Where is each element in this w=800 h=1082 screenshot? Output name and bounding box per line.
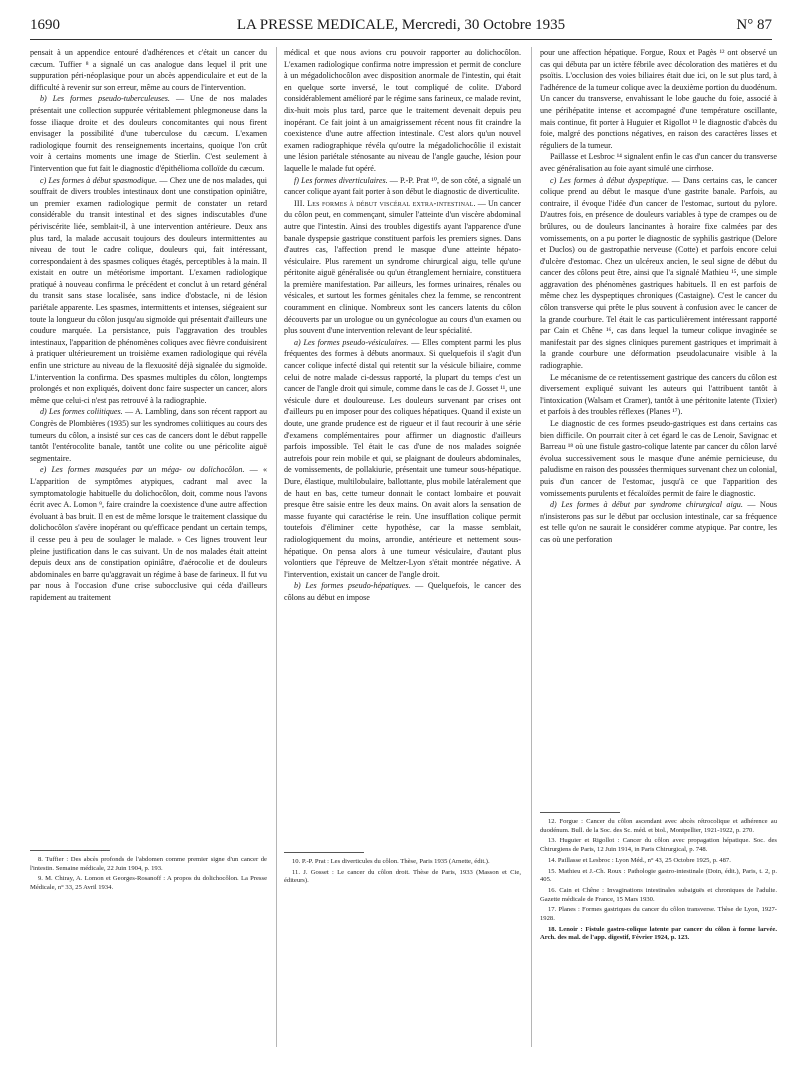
footnote: 9. M. Chiray, A. Lomon et Georges-Rosanoff : A propos du dolichocôlon. La Presse Médicale, n° 33, 25 Avril 1934. <box>30 875 267 892</box>
paragraph <box>540 175 777 372</box>
paragraph-text: — Un cancer du côlon peut, en commençant, simuler l'atteinte d'un viscère abdominal autre que l'intestin. Ainsi des troubles digestifs ayant l'apparence d'une banale dyspepsie gastrique constituent parfois les premiers signes. Dans d'autres cas, l'affection prend le masque d'une atteinte hépato-vésiculaire. Plus rarement un syndrome chirurgical aigu, telle qu'une péritonite aiguë généralisée ou qu'un étranglement herniaire, constituera la première manifestation. Par ailleurs, les formes urinaires, rénales ou vésicales, et surtout les formes génitales chez la femme, se rencontrent couramment en clinique. Nombreux sont les cancers latents du côlon découverts par un urologue ou un gynécologue au cours d'un examen ou plus souvent d'une intervention relevant de leur spécialité. <box>284 198 521 336</box>
paragraph <box>284 337 521 580</box>
footnote: 17. Planes : Formes gastriques du cancer du côlon transverse. Thèse de Lyon, 1927-1928. <box>540 906 777 923</box>
section-heading: c) Les formes à début spasmodique. <box>40 175 158 185</box>
section-heading: III. Les formes à début viscéral extra-intestinal. <box>294 198 476 208</box>
paragraph <box>540 499 777 545</box>
paragraph <box>284 175 521 198</box>
paragraph <box>30 406 267 464</box>
paragraph-text: — A. Lambling, dans son récent rapport au Congrès de Plombières (1935) sur les syndromes coliitiques au cours des tumeurs du côlon, a insisté sur ces cas de cancers dont le début rappelle tantôt l'entérocolite banale, tantôt une colite ou une péricolite aiguë segmentaire. <box>30 407 267 463</box>
footnote: 13. Huguier et Rigollot : Cancer du côlon avec propagation hépatique. Soc. des Chirurgiens de Paris, 12 Juin 1914, in Paris Chirurgical, p. 748. <box>540 837 777 854</box>
column-separator <box>531 47 532 1047</box>
footnote: 12. Forgue : Cancer du côlon ascendant avec abcès rétrocolique et adhérence au duodénum. Bull. de la Soc. des Sc. méd. et biol., Montpellier, 1921-1922, p. 270. <box>540 818 777 834</box>
section-heading: e) Les formes masquées par un méga- ou dolichocôlon. <box>40 465 245 475</box>
footnote: 16. Cain et Chêne : Invaginations intestinales subaiguës et chroniques de l'adulte. Gazette médicale de France, 15 Mars 1930. <box>540 886 777 903</box>
paragraph-text: — Quelquefois, le cancer des côlons au début en impose <box>284 581 521 602</box>
paragraph-text: — Elles comptent parmi les plus fréquentes des formes à débuts anormaux. Si quelquefois il s'agit d'un cancer colique infecté distal qui retentit sur la vésicule biliaire, comme celui de notre malade ci-dessus rapporté, la plupart du temps c'est un cancer de l'angle droit qui simule, comme dans le cas de J. Gosset ¹¹, une vésicule dure et douloureuse. Les douleurs survenant par crises ont d'ailleurs pu en imposer pour des coliques hépatiques. Quand il existe un doute, une grande prudence est de rigueur et il faut recourir à une série d'examens complémentaires pour affirmer un diagnostic d'ailleurs parfois impossible. Tel était le cas d'une de nos malades soignée autrefois pour rein mobile et qui, se plaignant de douleurs abdominales, de vomissements, de pollakiurie, présentait une tumeur sous-hépatique. Dure, élastique, multilobulaire, ballottante, plus mobile latéralement que de haut en bas, cette tumeur donnait le contact lombaire et pouvait presque être saisie entre les deux mains. On avait alors la sensation de masse fuyante qui caractérise le rein. Une insufflation colique permit toutefois d'éliminer cette hypothèse, car la masse semblait, radiologiquement du moins, arrondie, antérieure et nettement sous-hépatique. On pensa alors à une tumeur vésiculaire, d'autant plus volontiers que l'épreuve de Meltzer-Lyon s'était montrée négative. A l'intervention, existait un cancer de l'angle droit. <box>284 337 521 579</box>
paragraph <box>284 198 521 337</box>
paragraph-text: — Une de nos malades présentait une collection suppurée véritablement phlegmoneuse dans la fosse iliaque droite et des douleurs concomitantes qui nous firent envisager la possibilité d'une tuberculose du cæcum. L'examen radiologique fournit des renseignements incertains, quoique l'on crût voir à certains moments une image de Stierlin. C'est seulement à l'intervention que fut fait le diagnostic d'épithélioma colloïde du cæcum. <box>30 94 267 173</box>
paragraph-text: — Chez une de nos malades, qui souffrait de divers troubles intestinaux dont une constipation opiniâtre, un premier examen radiologique permit de constater un retard considérable du transit intestinal et des signes indiscutables d'une périviscérite liée, semblait-il, à une intervention antérieure. Deux ans plus tard, la malade accusait toujours des douleurs intermittentes au niveau de tout le cadre colique, douleurs qui, fait intéressant, correspondaient à des spasmes coliques étagés, perceptibles à la main. Il existait en outre un météorisme important. L'examen radiologique pratiqué à nouveau confirma le précédent et conclut à un retard général du transit sans stase localisée, sans indice d'obstacle, ni de lésion pariétale apparente. Les spasmes, intermittents et intenses, siégeaient sur toute la longueur du côlon jusqu'au sigmoïde qui présentait d'ailleurs une coudure marquée. La persistance, puis l'aggravation des troubles intestinaux, l'apparition de phénomènes coliques avec fièvre conduisirent à pratiquer ultérieurement un troisième examen radiologique qui révéla enfin une stricture au niveau de la flexuosité déjà signalée du sigmoïde. L'intervention la confirma. Des spasmes multiples du côlon, longtemps prolongés et non expliqués, doivent donc faire suspecter un cancer, alors même que celui-ci n'est pas retrouvé à la radiographie. <box>30 175 267 405</box>
section-heading: b) Les formes pseudo-tuberculeuses. <box>40 94 170 104</box>
header-rule <box>30 39 772 40</box>
paragraph-text: — « L'apparition de symptômes atypiques, cadrant mal avec la symptomatologie habituelle du dolichocôlon, doit, comme nous l'avons écrit avec A. Lomon ⁹, faire craindre la coexistence d'une autre affection évoluant à bas bruit. Il en est de même lorsque le traitement classique du dolichocôlon s'avère inopérant ou qu'efficace pendant un certain temps, il cesse peu à peu de soulager le malade. » Ces lignes trouvent leur pleine justification dans le cas suivant. Un de nos malades était atteint depuis deux ans de constipation opiniâtre, d'aérocolie et de douleurs abdominales en barre qu'aggravait un régime à base de farineux. Il fut vu par nous à l'occasion d'une crise subocclusive qui céda d'ailleurs rapidement au traitement <box>30 465 267 602</box>
page-number: 1690 <box>30 17 60 33</box>
footnote: 14. Paillasse et Lesbroc : Lyon Méd., n° 43, 25 Octobre 1925, p. 487. <box>548 856 731 864</box>
section-heading: b) Les formes pseudo-hépatiques. <box>294 581 411 591</box>
paragraph <box>284 580 521 603</box>
column-2 <box>284 47 521 845</box>
section-heading: d) Les formes à début par syndrome chirurgical aigu. <box>550 500 743 510</box>
section-heading: f) Les formes diverticulaires. <box>294 175 388 185</box>
paragraph: Le diagnostic de ces formes pseudo-gastriques est dans certains cas bien difficile. On pourrait citer à cet égard le cas de Lenoir, Savignac et Barreau ¹⁸ où une fistule gastro-colique latente par cancer du côlon larvé évolua successivement sous le masque d'une anémie pernicieuse, du paludisme en raison des poussées thermiques survenant chez un colonial, puis d'un cancer de l'estomac, jusqu'à ce que l'apparition des vomissements purulents et fécaloïdes permit de faire le diagnostic. <box>540 419 777 498</box>
section-heading: a) Les formes pseudo-vésiculaires. <box>294 337 409 347</box>
paragraph <box>30 175 267 407</box>
paragraph: médical et que nous avions cru pouvoir rapporter au dolichocôlon. L'examen radiologique confirma notre impression et permit de conclure à un mégadolichocôlon avec disposition anormale de l'intestin, qui était en quelque sorte inversé, le tout compliqué de colite. D'abord considérablement amélioré par le régime sans farineux, ce malade revint, dix-huit mois plus tard, parce que le traitement devenait depuis peu inopérant. Ce fait joint à un amaigrissement récent nous fit craindre la coexistence d'une autre affection intestinale. C'est alors qu'un nouvel examen radiographique révéla qu'outre la mégadolichocôlie il existait une lésion pariétale sténosante au niveau de l'angle gauche, lésion pour laquelle le malade fut opéré. <box>284 48 521 173</box>
footnotes-col3 <box>540 818 777 945</box>
paragraph: Paillasse et Lesbroc ¹⁴ signalent enfin le cas d'un cancer du transverse avec généralisation au foie ayant simulé une cirrhose. <box>540 152 777 173</box>
footnote: 18. Lenoir : Fistule gastro-colique latente par cancer du côlon à forme larvée. Arch. des mal. de l'app. digestif, Février 1924, p. 123. <box>540 925 777 942</box>
paragraph-text: — Dans certains cas, le cancer colique prend au début le masque d'une gastrite banale. Parfois, au contraire, il évoque l'idée d'un cancer de l'estomac, surtout du pylore. D'autres fois, en présence de douleurs variables à type de crampes ou de brûlures, ou de douleurs lancinantes à horaire fixe calmées par des vomissements, on a pu porter le diagnostic de syphilis gastrique (Delore et Duclos) ou de gastropathie nerveuse (Cotte) et parfois encore celui d'ulcère d'estomac. Chez un ulcéreux ancien, le seul signe de début du cancer des côlons peut être, ainsi que l'a signalé Mathieu ¹⁵, une simple aggravation des phénomènes gastriques habituels. Il en est parfois de même chez les dyspeptiques chroniques (Castaigne). C'est le cancer du côlon transverse qui prête le plus souvent à confusion avec le cancer de la grande courbure. Tel était le cas particulièrement intéressant rapporté par Cain et Chêne ¹⁶, cas dans lequel la tumeur colique invaginée se manifestait par des signes cliniques purement gastriques et imprimait à la grande courbure une déformation pseudolacunaire visible à la radiographie. <box>540 175 777 371</box>
footnote-rule <box>30 850 110 851</box>
footnote: 11. J. Gosset : Le cancer du côlon droit. Thèse de Paris, 1933 (Masson et Cie, éditeurs). <box>284 868 521 885</box>
paragraph: pour une affection hépatique. Forgue, Roux et Pagès ¹² ont observé un cas qui débuta par un ictère fébrile avec décoloration des matières et du psoïtis. L'occlusion des voies biliaires était due ici, on le sut plus tard, à l'adhérence de la tumeur colique avec la deuxième portion du duodénum. Un cancer du transverse, envahissant le lobe gauche du foie, associé à une périhépatite intense et accompagné d'une température oscillante, mais continue, fit porter à Huguier et Rigollot ¹³ le diagnostic d'abcès du foie, malgré des ponctions négatives, en raison des caractères lisses et réguliers de la tumeur. <box>540 48 777 150</box>
footnote: 8. Tuffier : Des abcès profonds de l'abdomen comme premier signe d'un cancer de l'intestin. Semaine médicale, 22 Juin 1904, p. 193. <box>30 856 267 872</box>
journal-title: LA PRESSE MEDICALE, Mercredi, 30 Octobre 1935 <box>236 17 566 33</box>
footnote-rule <box>284 852 364 853</box>
footnote: 10. P.-P. Prat : Les diverticules du côlon. Thèse, Paris 1935 (Arnette, édit.). <box>292 858 490 865</box>
footnotes-col2 <box>284 858 521 888</box>
paragraph: Le mécanisme de ce retentissement gastrique des cancers du côlon est diversement expliqué suivant les auteurs qui l'attribuent tantôt à l'intoxication (Walsam et Cramer), tantôt à une péritonite latente (Tixier) et parfois à des troubles réflexes (Planes ¹⁷). <box>540 372 777 417</box>
footnote: 15. Mathieu et J.-Ch. Roux : Pathologie gastro-intestinale (Doin, édit.), Paris, t. 2, p. 405. <box>540 867 777 884</box>
column-1 <box>30 47 267 845</box>
paragraph <box>30 93 267 174</box>
section-heading: d) Les formes coliitiques. <box>40 407 123 417</box>
footnotes-col1 <box>30 856 267 895</box>
paragraph-text: — P.-P. Prat ¹⁰, de son côté, a signalé un cancer colique ayant fait porter à son début le diagnostic de diverticulite. <box>284 175 521 197</box>
column-separator <box>276 47 277 1047</box>
column-3 <box>540 47 777 807</box>
running-head <box>30 14 772 36</box>
section-heading: c) Les formes à début dyspeptique. <box>550 175 669 185</box>
issue-number: N° 87 <box>736 17 772 33</box>
paragraph: pensait à un appendice entouré d'adhérences et c'était un cancer du cæcum. Tuffier ⁸ a signalé un cas analogue dans lequel il prit une suppuration péri-néoplasique pour un abcès appendiculaire et eut de la difficulté à revenir sur son erreur, même au cours de l'intervention. <box>30 48 267 92</box>
paragraph-text: — Nous n'insisterons pas sur le début par occlusion intestinale, car sa fréquence est telle qu'on ne saurait le considérer comme atypique. Par contre, les cas où une perforation <box>540 500 777 544</box>
paragraph <box>30 464 267 603</box>
footnote-rule <box>540 812 620 813</box>
